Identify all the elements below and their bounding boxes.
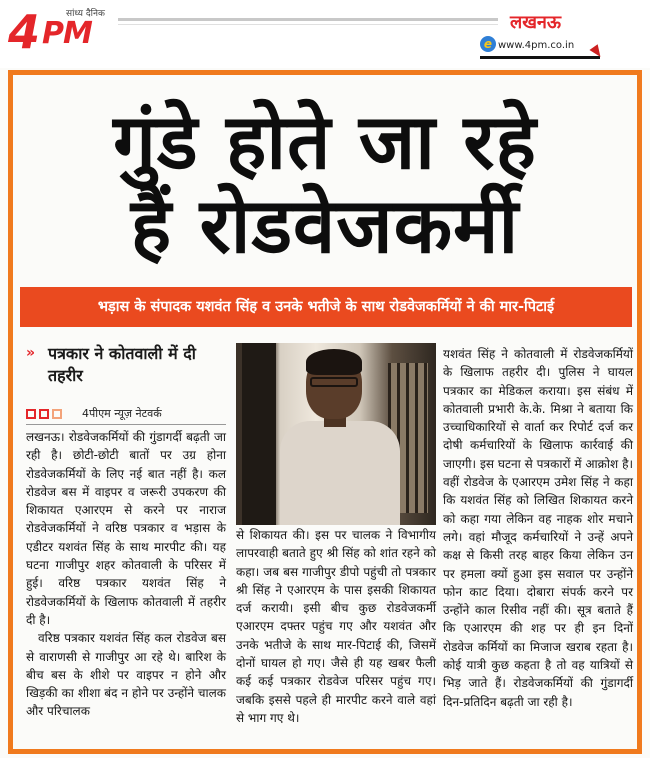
byline: [26, 406, 226, 422]
byline-square-icon: [39, 409, 49, 419]
column-2-paragraph: से शिकायत की। इस पर चालक ने विभागीय लापरवाही बताते हुए श्री सिंह को शांत रहने को कहा। जब बस गाजीपुर डीपो पहुंची तो पत्रकार श्री सिंह ने एआरएम के पास इसकी शिकायत दर्ज करायी। इसी बीच कुछ रोडवेजकर्मी एआरएम दफ्तर पहुंच गए और यशवंत और उनके भतीजे के साथ मार-पिटाई की, जिसमें दोनों घायल हो गए। जैसे ही यह खबर फैली कई कई पत्रकार रोडवेज परिसर पहुंच गए। जबकि इससे पहले ही मारपीट करने वाले वहां से भाग गए थे।: [236, 528, 436, 725]
masthead: [0, 0, 650, 68]
edition-city: लखनऊ: [510, 12, 562, 33]
logo-pm: PM: [42, 16, 92, 51]
column-1-paragraph-2: वरिष्ठ पत्रकार यशवंत सिंह कल रोडवेज बस से वाराणसी से गाजीपुर आ रहे थे। बारिश के बीच बस के शीशे पर वाइपर न होने और खिड़की का शीशा बंद न होने पर उन्होंने चालक और परिचालक: [26, 631, 226, 719]
headline-line-2: हैं रोडवेजकर्मी: [130, 181, 520, 270]
photo-glasses: [310, 377, 358, 387]
photo-person-body: [280, 421, 400, 525]
column-1: [26, 428, 226, 721]
website-underline: [480, 56, 600, 59]
column-1-paragraph-1: लखनऊ। रोडवेजकर्मियों की गुंडागर्दी बढ़ती जा रही है। छोटी-छोटी बातों पर उग्र होना रोडवेजकर्मियों के लिए नई बात नहीं है। कल रोडवेज बस में वाइपर व जरूरी उपकरण की शिकायत एआरएम से करने पर नाराज रोडवेजकर्मियों ने वरिष्ठ पत्रकार व भड़ास के एडीटर यशवंत सिंह के साथ मारपीट की। यह घटना गाजीपुर शहर कोतवाली के परिसर में हुई। वरिष्ठ पत्रकार यशवंत सिंह ने रोडवेजकर्मियों के खिलाफ कोतवाली में तहरीर दी है।: [26, 430, 226, 627]
headline: [16, 97, 634, 270]
photo-door: [242, 343, 276, 525]
masthead-rule-thin: [118, 24, 498, 25]
logo-number: 4: [8, 5, 38, 59]
logo-tagline: सांध्य दैनिक: [66, 9, 105, 19]
double-chevron-icon: »: [26, 345, 36, 361]
byline-square-icon: [26, 409, 36, 419]
column-3: [443, 345, 633, 711]
byline-square-icon: [52, 409, 62, 419]
headline-line-1: गुंडे होते जा रहे: [113, 97, 537, 186]
browser-icon: e: [480, 36, 496, 52]
column-3-paragraph: यशवंत सिंह ने कोतवाली में रोडवेजकर्मियों के खिलाफ तहरीर दी। पुलिस ने घायल पत्रकार का मेडिकल कराया। इस संबंध में कोतवाली प्रभारी के.के. मिश्रा ने बताया कि उच्चाधिकारियों से वार्ता कर रिपोर्ट दर्ज कर दोषी कर्मचारियों के खिलाफ कार्रवाई की जाएगी। इस घटना से पत्रकारों में आक्रोश है। वहीं रोडवेज के एआरएम उमेश सिंह ने कहा कि यशवंत सिंह को लिखित शिकायत करने को कहा गया लेकिन वह नाहक शोर मचाने लगे। वहां मौजूद कर्मचारियों ने उन्हें अपने कक्ष से किसी तरह बाहर किया लेकिन उन पर हमला क्यों हुआ इस सवाल पर उन्होंने फोन काट दिया। दोबारा संपर्क करने पर उन्होंने काल रिसीव नहीं की। सूत्र बताते हैं कि एआरएम की शह पर ही इन दिनों रोडवेज कर्मियों का मिजाज खराब रहता है। कोई यात्री कुछ कहता है तो वह यात्रियों से भिड़ जाते हैं। रोडवेजकर्मियों की गुंडागर्दी दिन-प्रतिदिन बढ़ती जा रही है।: [443, 347, 633, 709]
4pm-logo: [8, 6, 118, 58]
masthead-rule: [118, 18, 498, 21]
column-2: [236, 526, 436, 727]
subheadline-band: भड़ास के संपादक यशवंत सिंह व उनके भतीजे के साथ रोडवेजकर्मियों ने की मार-पिटाई: [20, 287, 632, 327]
byline-divider: [26, 424, 226, 425]
website-link[interactable]: www.4pm.co.in: [498, 40, 575, 51]
photo-person-hair: [306, 349, 362, 375]
sub-head-title: पत्रकार ने कोतवाली में दी तहरीर: [48, 344, 196, 385]
byline-text: 4पीएम न्यूज़ नेटवर्क: [82, 407, 162, 420]
article-photo: [236, 343, 436, 525]
